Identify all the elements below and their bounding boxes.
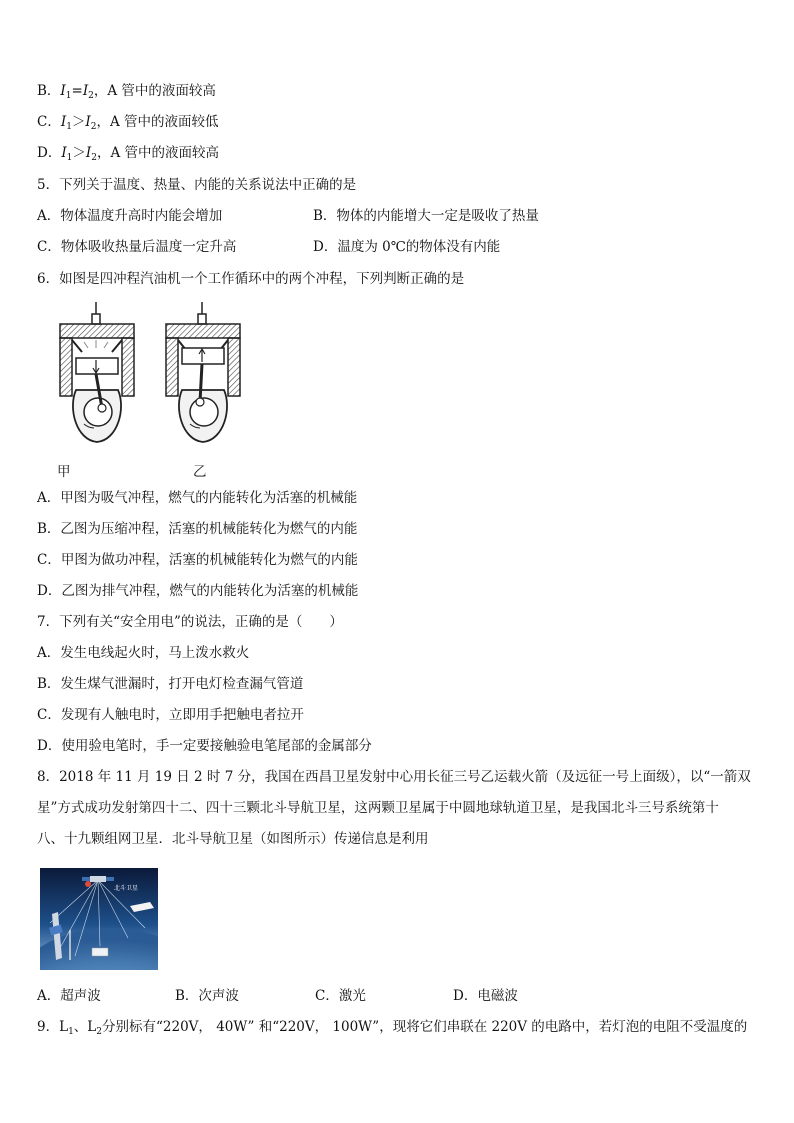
q7-option-a: A．发生电线起火时，马上泼水救火 [37, 645, 250, 661]
q4-option-c: C．$I_1>I_2$，A 管中的液面较低 [37, 114, 219, 132]
q6-option-b: B．乙图为压缩冲程，活塞的机械能转化为燃气的内能 [37, 521, 358, 537]
q8-option-b: B．次声波 [175, 988, 239, 1004]
q4-option-d: D．$I_1>I_2$，A 管中的液面较高 [37, 145, 220, 163]
q6-option-a: A．甲图为吸气冲程，燃气的内能转化为活塞的机械能 [37, 490, 358, 506]
q4-option-b: B．$I_1=I_2$，A 管中的液面较高 [37, 83, 216, 101]
q5-option-d: D．温度为 0℃的物体没有内能 [313, 239, 501, 255]
q7-option-d: D．使用验电笔时，手一定要接触验电笔尾部的金属部分 [37, 738, 372, 754]
q8-option-a: A．超声波 [37, 988, 101, 1004]
q5-option-c: C．物体吸收热量后温度一定升高 [37, 239, 237, 255]
figure-label-yi: 乙 [193, 464, 207, 480]
q8-option-d: D．电磁波 [453, 988, 518, 1004]
beidou-image-label: 北斗卫星 [114, 885, 139, 892]
figure-label-jia: 甲 [57, 464, 71, 480]
q7-stem: 7．下列有关“安全用电”的说法，正确的是（ ） [37, 614, 343, 630]
q5-stem: 5．下列关于温度、热量、内能的关系说法中正确的是 [37, 177, 357, 193]
q7-option-b: B．发生煤气泄漏时，打开电灯检查漏气管道 [37, 676, 304, 692]
engine-figure [50, 300, 250, 452]
q5-option-a: A．物体温度升高时内能会增加 [37, 208, 223, 224]
engine-jia-diagram [60, 302, 134, 442]
q5-option-b: B．物体的内能增大一定是吸收了热量 [313, 208, 539, 224]
q6-stem: 6．如图是四冲程汽油机一个工作循环中的两个冲程，下列判断正确的是 [37, 271, 465, 287]
q8-option-c: C．激光 [315, 988, 366, 1004]
q6-option-d: D．乙图为排气冲程，燃气的内能转化为活塞的机械能 [37, 583, 359, 599]
q6-option-c: C．甲图为做功冲程，活塞的机械能转化为燃气的内能 [37, 552, 358, 568]
q8-stem-line-1: 8．2018 年 11 月 19 日 2 时 7 分，我国在西昌卫星发射中心用长征三号乙运载火箭（及远征一号上面级），以“一箭双 [37, 769, 751, 785]
engine-yi-diagram [166, 302, 240, 442]
q9-stem: 9．$L_1$、$L_2$分别标有“220V， 40W” 和“220V， 100W”，现将它们串联在 220V 的电路中，若灯泡的电阻不受温度的 [37, 1019, 748, 1037]
q8-stem-line-3: 八、十九颗组网卫星．北斗导航卫星（如图所示）传递信息是利用 [37, 831, 429, 847]
q8-stem-line-2: 星”方式成功发射第四十二、四十三颗北斗导航卫星，这两颗卫星属于中圆地球轨道卫星，是我国北斗三号系统第十 [37, 800, 719, 816]
q7-option-c: C．发现有人触电时，立即用手把触电者拉开 [37, 707, 304, 723]
beidou-satellite-image [40, 868, 158, 970]
